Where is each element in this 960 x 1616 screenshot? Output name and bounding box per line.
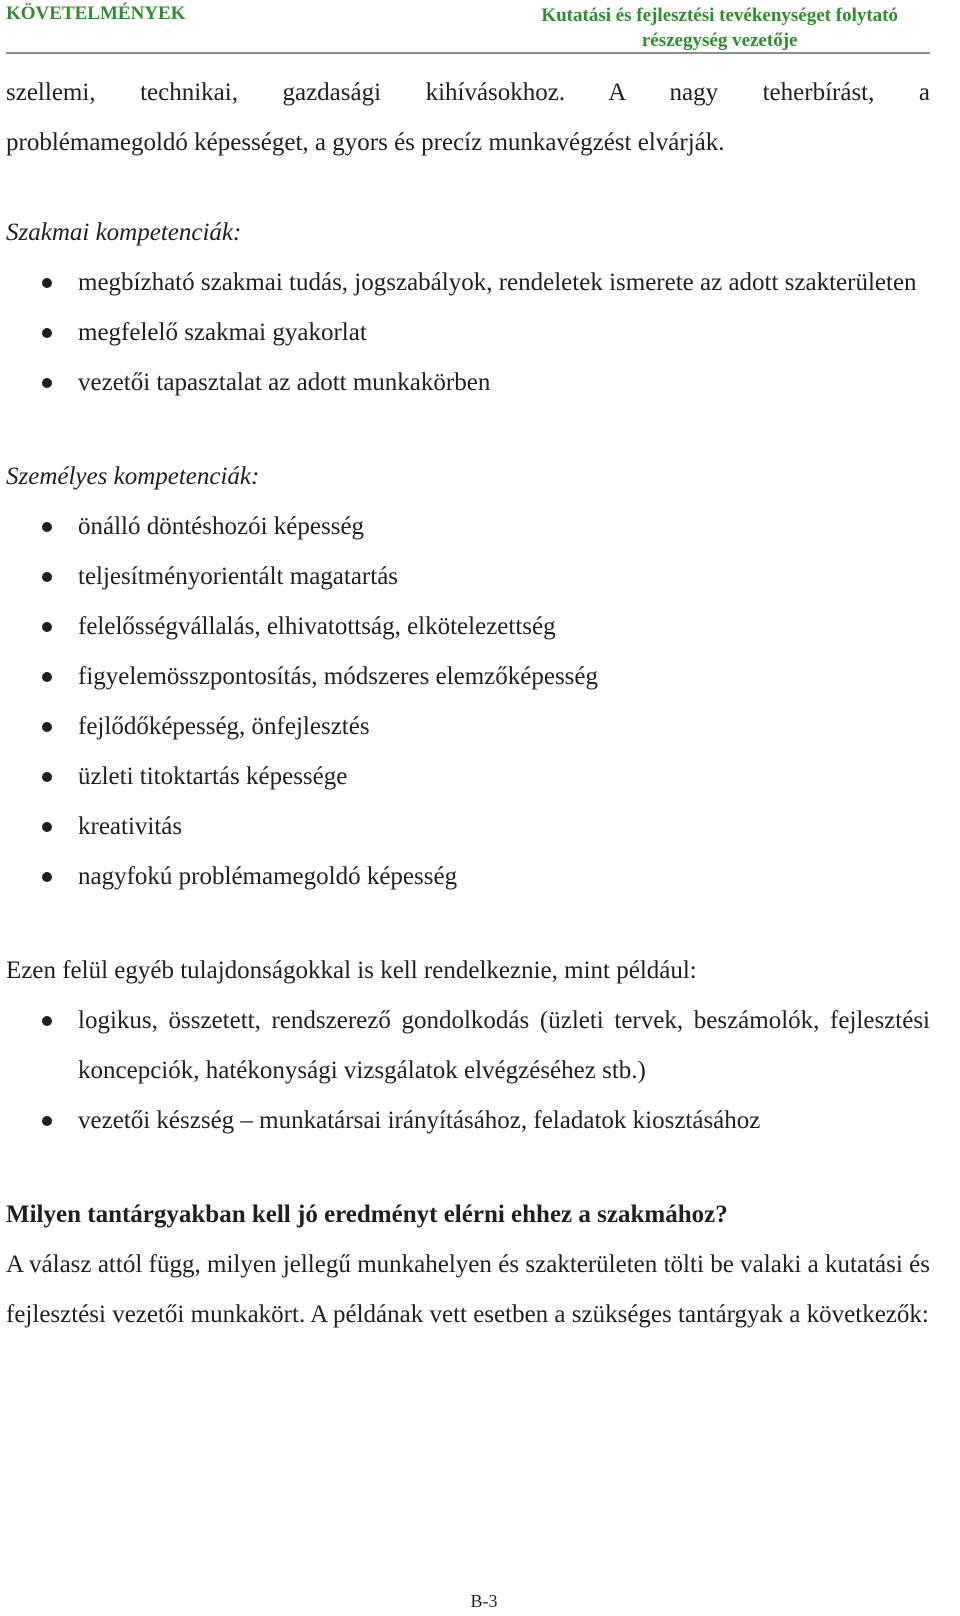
bullet-icon — [42, 722, 52, 732]
bullet-icon — [42, 622, 52, 632]
list-item: megfelelő szakmai gyakorlat — [6, 308, 930, 358]
personal-competencies-list — [6, 502, 930, 902]
list-item: kreativitás — [6, 802, 930, 852]
bullet-icon — [42, 872, 52, 882]
bullet-icon — [42, 522, 52, 532]
subjects-heading: Milyen tantárgyakban kell jó eredményt elérni ehhez a szakmához? — [6, 1201, 728, 1228]
bullet-icon — [42, 772, 52, 782]
list-item: vezetői készség – munkatársai irányításához, feladatok kiosztásához — [6, 1096, 930, 1146]
list-item: teljesítményorientált magatartás — [6, 552, 930, 602]
bullet-icon — [42, 328, 52, 338]
intro-line-2: problémamegoldó képességet, a gyors és precíz munkavégzést elvárják. — [6, 129, 725, 156]
intro-line-1: szellemi, technikai, gazdasági kihívásokhoz. A nagy teherbírást, a — [6, 79, 930, 106]
professional-competencies-label: Szakmai kompetenciák: — [6, 219, 242, 246]
list-item: nagyfokú problémamegoldó képesség — [6, 852, 930, 902]
header-section-title: KÖVETELMÉNYEK — [6, 3, 186, 24]
page-number: B-3 — [470, 1591, 498, 1611]
list-item: megbízható szakmai tudás, jogszabályok, rendeletek ismerete az adott szakterületen — [6, 258, 930, 308]
bullet-icon — [42, 672, 52, 682]
bullet-icon — [42, 378, 52, 388]
list-item: felelősségvállalás, elhivatottság, elkötelezettség — [6, 602, 930, 652]
bullet-icon — [42, 278, 52, 288]
bullet-icon — [42, 572, 52, 582]
header-title-line2: részegység vezetője — [641, 30, 798, 51]
document-body — [6, 68, 930, 1340]
list-item: üzleti titoktartás képessége — [6, 752, 930, 802]
header-document-title — [541, 3, 898, 53]
header-title-line1: Kutatási és fejlesztési tevékenységet folytató — [541, 5, 898, 26]
page-header — [6, 0, 930, 54]
subjects-paragraph: A válasz attól függ, milyen jellegű munkahelyen és szakterületen tölti be valaki a kutatási és fejlesztési vezetői munkakört. A példának vett esetben a szükséges tantárgyak a következők: — [6, 1251, 930, 1328]
list-item: vezetői tapasztalat az adott munkakörben — [6, 358, 930, 408]
bullet-icon — [42, 822, 52, 832]
other-qualities-intro: Ezen felül egyéb tulajdonságokkal is kell rendelkeznie, mint például: — [6, 957, 697, 984]
other-qualities-list — [6, 996, 930, 1146]
list-item: önálló döntéshozói képesség — [6, 502, 930, 552]
personal-competencies-label: Személyes kompetenciák: — [6, 463, 260, 490]
page-footer — [0, 1590, 960, 1612]
bullet-icon — [42, 1016, 52, 1026]
list-item: logikus, összetett, rendszerező gondolkodás (üzleti tervek, beszámolók, fejlesztési koncepciók, hatékonysági vizsgálatok elvégzéséhez stb.) — [6, 996, 930, 1096]
bullet-icon — [42, 1116, 52, 1126]
list-item: fejlődőképesség, önfejlesztés — [6, 702, 930, 752]
professional-competencies-list — [6, 258, 930, 408]
list-item: figyelemösszpontosítás, módszeres elemzőképesség — [6, 652, 930, 702]
